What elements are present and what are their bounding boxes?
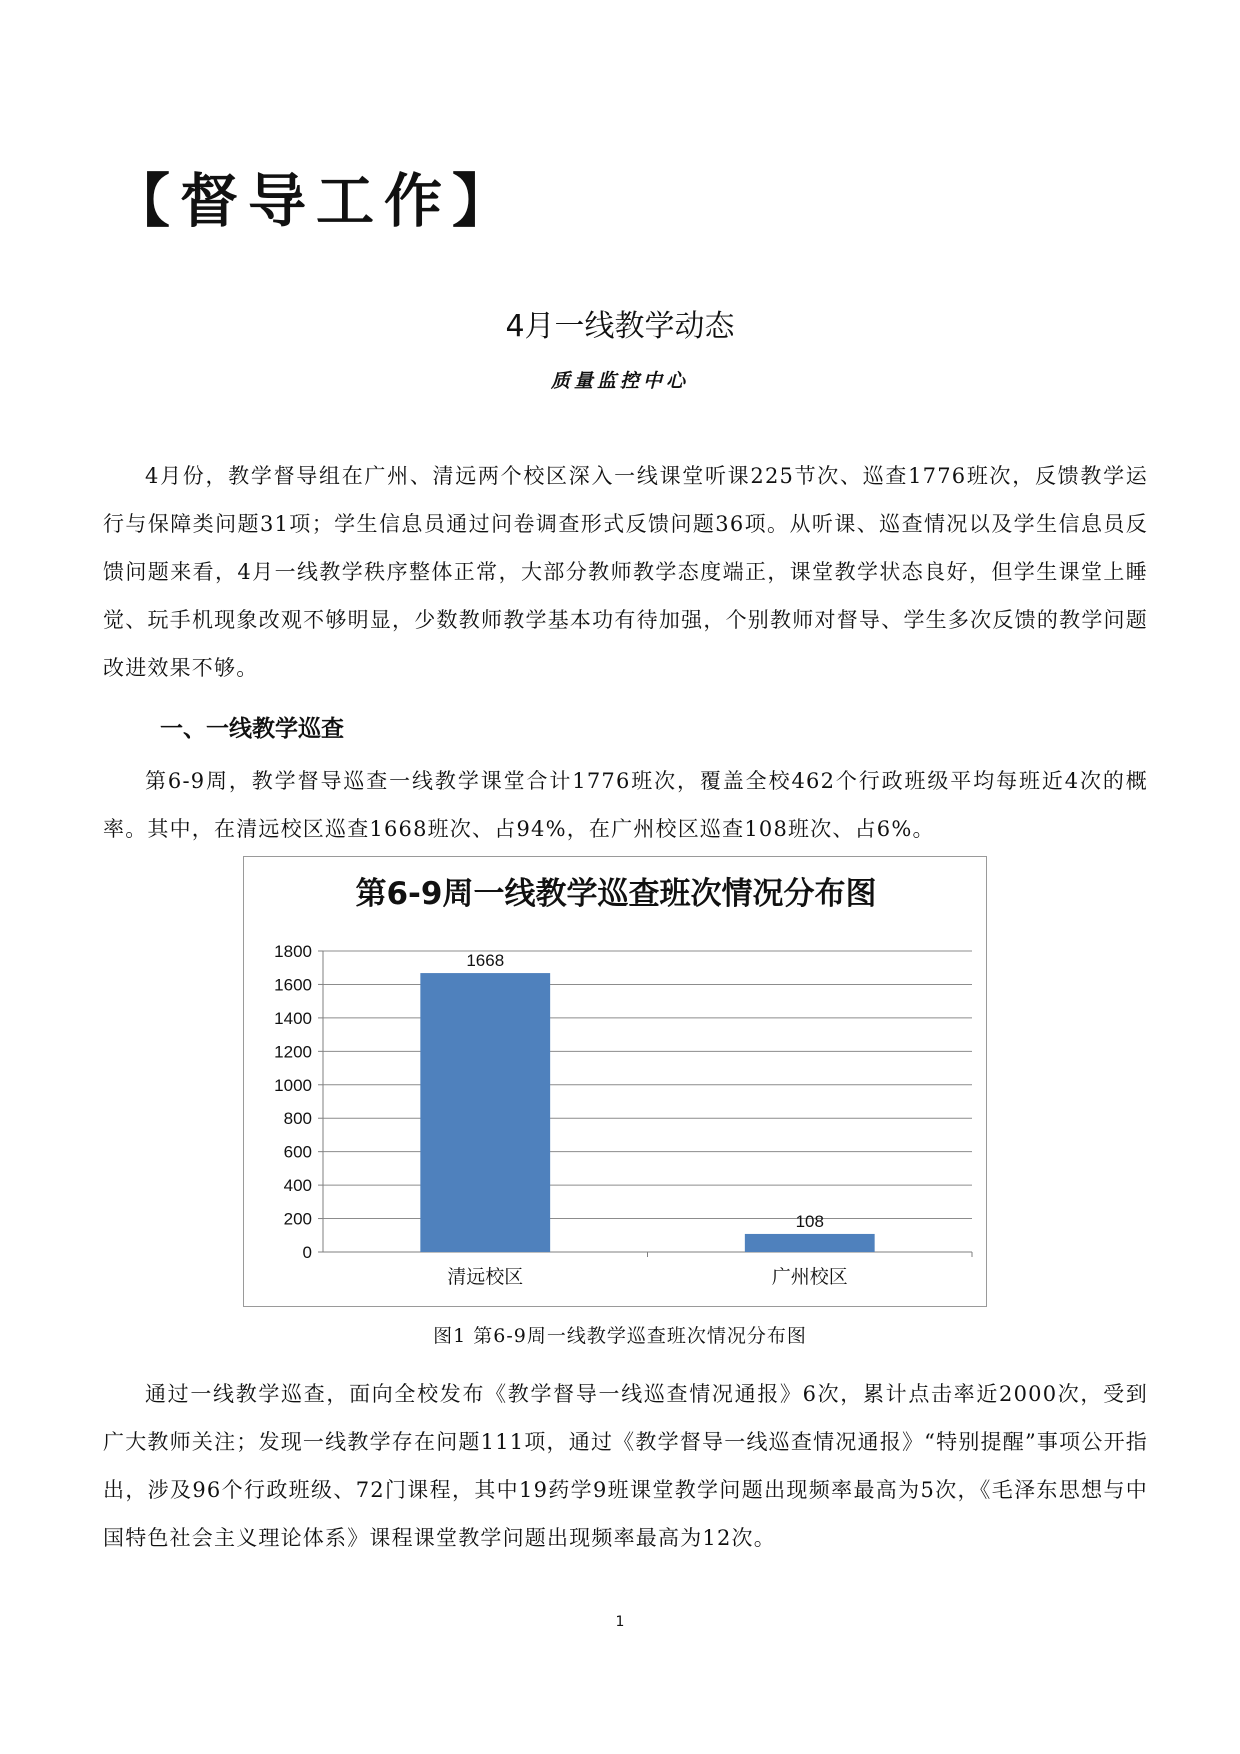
- article-author: 质量监控中心: [550, 370, 689, 392]
- section-heading: 【督导工作】: [112, 167, 521, 235]
- chart-figure: [243, 856, 987, 1307]
- y-tick-label: 1400: [274, 1008, 312, 1028]
- data-label: 1668: [466, 951, 505, 971]
- bar: [745, 1234, 875, 1252]
- bar-chart: [244, 857, 988, 1308]
- x-tick-label: 清远校区: [447, 1266, 524, 1288]
- figure-caption: 图1 第6-9周一线教学巡查班次情况分布图: [433, 1325, 807, 1347]
- y-tick-label: 400: [283, 1176, 312, 1196]
- y-tick-label: 600: [283, 1142, 312, 1162]
- y-tick-label: 800: [283, 1109, 312, 1129]
- section-1-paragraph-2: 通过一线教学巡查，面向全校发布《教学督导一线巡查情况通报》6次，累计点击率近2000次，受到广大教师关注；发现一线教学存在问题111项，通过《教学督导一线巡查情况通报》“特别提醒”事项公开指出，涉及96个行政班级、72门课程，其中19药学9班课堂教学问题出现频率最高为5次，《毛泽东思想与中国特色社会主义理论体系》课程课堂教学问题出现频率最高为12次。: [103, 1382, 1148, 1550]
- y-tick-label: 0: [302, 1243, 312, 1262]
- chart-title: 第6-9周一线教学巡查班次情况分布图: [355, 876, 877, 912]
- x-tick-label: 广州校区: [771, 1266, 848, 1288]
- data-label: 108: [795, 1211, 824, 1231]
- y-tick-label: 1200: [274, 1042, 312, 1062]
- section-1-heading: 一、一线教学巡查: [160, 716, 344, 742]
- y-tick-label: 1800: [274, 942, 312, 961]
- page-number: 1: [615, 1614, 625, 1630]
- intro-paragraph: 4月份，教学督导组在广州、清远两个校区深入一线课堂听课225节次、巡查1776班次，反馈教学运行与保障类问题31项；学生信息员通过问卷调查形式反馈问题36项。从听课、巡查情况以及学生信息员反馈问题来看，4月一线教学秩序整体正常，大部分教师教学态度端正，课堂教学状态良好，但学生课堂上睡觉、玩手机现象改观不够明显，少数教师教学基本功有待加强，个别教师对督导、学生多次反馈的教学问题改进效果不够。: [103, 464, 1148, 680]
- bar: [420, 973, 550, 1252]
- article-title: 4月一线教学动态: [505, 309, 735, 344]
- y-tick-label: 1000: [274, 1075, 312, 1095]
- y-tick-label: 1600: [274, 975, 312, 995]
- section-1-paragraph-1: 第6-9周，教学督导巡查一线教学课堂合计1776班次，覆盖全校462个行政班级平均每班近4次的概率。其中，在清远校区巡查1668班次、占94%，在广州校区巡查108班次、占6%。: [103, 769, 1148, 841]
- y-tick-label: 200: [283, 1209, 312, 1229]
